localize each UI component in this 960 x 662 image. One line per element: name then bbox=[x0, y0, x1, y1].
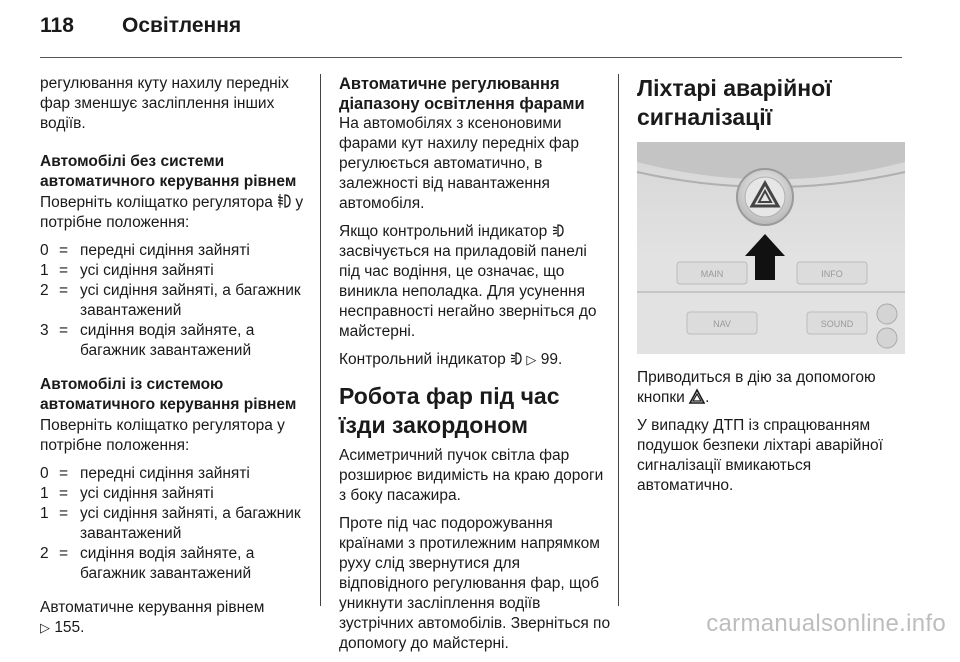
list-item bbox=[40, 321, 312, 361]
list-item-key: 3 bbox=[40, 322, 49, 339]
list-item bbox=[40, 464, 312, 484]
list-item-separator: = bbox=[59, 242, 69, 259]
intro-text: регулювання куту нахилу передніх фар зменшує засліплення інших водіїв. bbox=[40, 75, 289, 132]
list-item-key: 0 bbox=[40, 242, 49, 259]
position-list-2 bbox=[40, 464, 312, 584]
list-item bbox=[40, 544, 312, 584]
page-ref-icon: ▷ bbox=[40, 620, 50, 635]
list-item-value: передні сидіння зайняті bbox=[80, 465, 250, 482]
column-2 bbox=[339, 74, 611, 662]
list-item-separator: = bbox=[59, 485, 69, 502]
list-item-key: 1 bbox=[40, 505, 49, 522]
list-item-key: 0 bbox=[40, 465, 49, 482]
auto-range-title: Автоматичне регулювання діапазону освітлення фарами bbox=[339, 75, 585, 113]
photo-label-info: INFO bbox=[821, 269, 843, 279]
hazard-warning-icon bbox=[689, 389, 705, 404]
photo-label-nav: NAV bbox=[713, 319, 731, 329]
column-divider-1 bbox=[320, 74, 321, 606]
watermark: carmanualsonline.info bbox=[706, 610, 946, 637]
outro-text: Автоматичне керування рівнем ▷ 155. bbox=[40, 599, 265, 636]
position-list-1 bbox=[40, 241, 312, 361]
abroad-text-2: Проте під час подорожування країнами з протилежним напрямком руху слід звернутися для відповідного регулювання фар, щоб уникнути засліплення водіїв зустрічних автомобілів. Зверніться по допомогу до майстерні. bbox=[339, 515, 611, 652]
section-auto-level-text: Поверніть коліщатко регулятора у потрібне положення: bbox=[40, 417, 285, 454]
list-item-separator: = bbox=[59, 465, 69, 482]
page-ref-icon: ▷ bbox=[526, 352, 537, 367]
indicator-ref-text: Контрольний індикатор ▷ 99. bbox=[339, 351, 563, 368]
list-item-key: 1 bbox=[40, 485, 49, 502]
list-item-separator: = bbox=[59, 545, 69, 562]
list-item-key: 1 bbox=[40, 262, 49, 279]
photo-label-main: MAIN bbox=[700, 269, 724, 279]
list-item-value: усі сидіння зайняті bbox=[80, 262, 214, 279]
list-item bbox=[40, 504, 312, 544]
page-title: Освітлення bbox=[122, 14, 242, 37]
column-1 bbox=[40, 74, 312, 646]
hazard-text-2: У випадку ДТП із спрацюванням подушок безпеки ліхтарі аварійної сигналізації вмикаються автоматично. bbox=[637, 417, 883, 494]
section-auto-level-title: Автомобілі із системою автоматичного керування рівнем bbox=[40, 376, 297, 413]
list-item-value: передні сидіння зайняті bbox=[80, 242, 250, 259]
list-item bbox=[40, 281, 312, 321]
list-item bbox=[40, 484, 312, 504]
section-no-auto-level-text: Поверніть коліщатко регулятора у потрібне положення: bbox=[40, 194, 304, 231]
indicator-text: Якщо контрольний індикатор засвічується на приладовій панелі під час водіння, це означає, що виникла неполадка. Для усунення несправності негайно зверніться до майстерні. bbox=[339, 223, 597, 340]
list-item-value: усі сидіння зайняті, а багажник завантажений bbox=[80, 282, 301, 319]
list-item bbox=[40, 241, 312, 261]
section-no-auto-level-title: Автомобілі без системи автоматичного керування рівнем bbox=[40, 153, 297, 190]
list-item-key: 2 bbox=[40, 545, 49, 562]
list-item-separator: = bbox=[59, 505, 69, 522]
photo-label-sound: SOUND bbox=[820, 319, 854, 329]
page-number: 118 bbox=[40, 14, 74, 37]
hazard-button-photo bbox=[637, 142, 905, 354]
list-item-value: усі сидіння зайняті bbox=[80, 485, 214, 502]
list-item-separator: = bbox=[59, 262, 69, 279]
headlight-indicator-icon bbox=[510, 351, 522, 366]
list-item-value: сидіння водія зайняте, а багажник завантажений bbox=[80, 322, 255, 359]
list-item-value: сидіння водія зайняте, а багажник завантажений bbox=[80, 545, 255, 582]
abroad-text-1: Асиметричний пучок світла фар розширює видимість на краю дороги з боку пасажира. bbox=[339, 447, 604, 504]
auto-range-text: На автомобілях з ксеноновими фарами кут нахилу передніх фар регулюється автоматично, в залежності від навантаження автомобіля. bbox=[339, 115, 580, 212]
list-item-key: 2 bbox=[40, 282, 49, 299]
page-header bbox=[40, 14, 241, 50]
abroad-section-title: Робота фар під час їзди закордоном bbox=[339, 383, 560, 438]
list-item-separator: = bbox=[59, 322, 69, 339]
headlight-indicator-icon bbox=[552, 223, 564, 238]
list-item-value: усі сидіння зайняті, а багажник завантажений bbox=[80, 505, 301, 542]
list-item-separator: = bbox=[59, 282, 69, 299]
column-3 bbox=[637, 74, 905, 504]
list-item bbox=[40, 261, 312, 281]
column-divider-2 bbox=[618, 74, 619, 606]
hazard-text-1: Приводиться в дію за допомогою кнопки . bbox=[637, 369, 876, 406]
hazard-section-title: Ліхтарі аварійної сигналізації bbox=[637, 75, 832, 130]
headlight-range-icon bbox=[277, 193, 291, 209]
header-divider bbox=[40, 57, 902, 58]
